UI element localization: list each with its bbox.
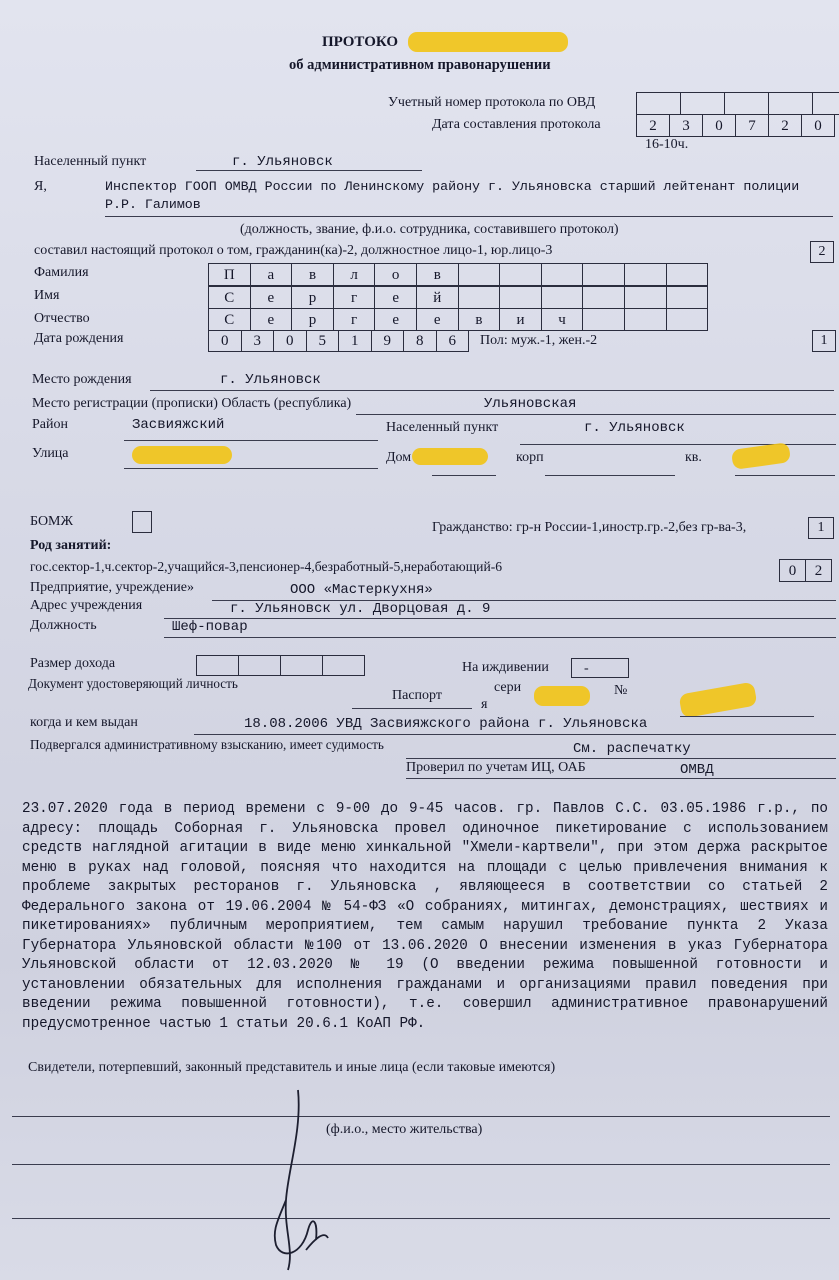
- birthplace-value: г. Ульяновск: [220, 372, 321, 388]
- date-digit-cell: 3: [670, 115, 703, 137]
- record-label: Подвергался административному взысканию, имеет судимость: [30, 737, 384, 752]
- locality-value: г. Ульяновск: [232, 154, 333, 170]
- income-cells: [196, 655, 365, 676]
- income-label: Размер дохода: [30, 656, 116, 671]
- registration-place-label: Место регистрации (прописки) Область (республика): [32, 396, 352, 411]
- sex-code-box: [812, 330, 836, 352]
- protocol-title: ПРОТОКО: [322, 34, 399, 50]
- author-label: Я,: [34, 179, 47, 194]
- protocol-date-label: Дата составления протокола: [432, 117, 601, 132]
- redaction-mark: [132, 446, 232, 464]
- dependents-label: На иждивении: [462, 660, 549, 675]
- series-label: сери: [494, 680, 522, 695]
- series-label-2: я: [481, 697, 488, 712]
- registration-number-label: Учетный номер протокола по ОВД: [388, 95, 596, 110]
- surname-letter-cell: П: [209, 264, 251, 286]
- name-letter-cell: [667, 287, 709, 309]
- position-value: Шеф-повар: [172, 619, 248, 635]
- region-value: Ульяновская: [484, 396, 577, 412]
- surname-letter-cell: [625, 264, 667, 286]
- redaction-mark: [731, 442, 791, 470]
- drafted-text: составил настоящий протокол о том, гражданин(ка)-2, должностное лицо-1, юр.лицо-3: [34, 243, 553, 258]
- district-label: Район: [32, 417, 68, 432]
- patronymic-cells: [208, 308, 708, 331]
- patronymic-label: Отчество: [34, 311, 90, 326]
- birthdate-label: Дата рождения: [34, 331, 124, 346]
- patronymic-letter-cell: [583, 309, 625, 331]
- patronymic-letter-cell: е: [417, 309, 459, 331]
- name-letter-cell: [500, 287, 542, 309]
- date-digit-cell: 2: [637, 115, 670, 137]
- offense-description: 23.07.2020 года в период времени с 9-00 до 9-45 часов. гр. Павлов С.С. 03.05.1986 г.р., по адресу: площадь Соборная г. Ульяновска провел одиночное пикетирование с использованием средств наглядной агитации в виде меню хинкальной "Хмели-картвели", при этом держа раскрытое меню в руках над головой, поясняя что находится на площади с целью привлечения внимания к проблеме закрытых ресторанов г. Ульяновска , являющееся в соответствии со статьей 2 Федерального закона от 19.06.2004 № 54-ФЗ «О собраниях, митингах, демонстрациях, шествиях и пикетированиях» публичным мероприятием, тем самым нарушил требование пункта 2 Указа Губернатора Ульяновской области №100 от 13.06.2020 О внесении изменения в указ Губернатора Ульяновской области от 12.03.2020 № 19 (О введении режима повышенной готовности и установлении обязательных для исполнения гражданами и организациями правил поведения при введении режима повышенной готовности), т.е. совершил административное правонарушений предусмотренное частью 1 статьи 20.6.1 КоАП РФ.: [22, 801, 828, 1032]
- birthplace-label: Место рождения: [32, 372, 132, 387]
- sex-label: Пол: муж.-1, жен.-2: [480, 333, 598, 348]
- name-letter-cell: е: [251, 287, 293, 309]
- citizenship-code-box: [808, 517, 834, 539]
- name-letter-cell: [542, 287, 584, 309]
- birthdate-digit-cell: 6: [437, 331, 470, 352]
- drafted-code-box: [810, 241, 834, 263]
- protocol-subtitle: об административном правонарушении: [289, 57, 551, 73]
- name-letter-cell: р: [292, 287, 334, 309]
- checked-value: ОМВД: [680, 762, 714, 778]
- employer-label: Предприятие, учреждение»: [30, 580, 194, 595]
- surname-label: Фамилия: [34, 265, 89, 280]
- homeless-checkbox[interactable]: [132, 511, 152, 533]
- surname-cells: [208, 263, 708, 286]
- occupation-label: Род занятий:: [30, 538, 112, 553]
- flat-label: кв.: [685, 450, 702, 465]
- issued-value: 18.08.2006 УВД Засвияжского района г. Ульяновска: [244, 716, 648, 732]
- registration-number-cells: [636, 92, 839, 115]
- surname-letter-cell: о: [375, 264, 417, 286]
- patronymic-letter-cell: и: [500, 309, 542, 331]
- patronymic-letter-cell: С: [209, 309, 251, 331]
- name-label: Имя: [34, 288, 60, 303]
- citizenship-label: Гражданство: гр-н России-1,иностр.гр.-2,без гр-ва-3,: [432, 520, 747, 535]
- name-letter-cell: й: [417, 287, 459, 309]
- city-label: Населенный пункт: [386, 420, 499, 435]
- author-line-2: Р.Р. Галимов: [105, 197, 201, 212]
- date-digit-cell: 0: [802, 115, 835, 137]
- name-letter-cell: е: [375, 287, 417, 309]
- surname-letter-cell: в: [417, 264, 459, 286]
- signature-scribble: [258, 1080, 338, 1280]
- name-letter-cell: [459, 287, 501, 309]
- number-sign: №: [614, 683, 628, 698]
- citizenship-code: 1: [817, 520, 825, 535]
- date-digit-cell: 0: [703, 115, 736, 137]
- patronymic-letter-cell: е: [251, 309, 293, 331]
- identity-label: Документ удостоверяющий личность: [28, 676, 238, 691]
- record-value: См. распечатку: [573, 741, 691, 757]
- patronymic-letter-cell: [625, 309, 667, 331]
- sex-code: 1: [820, 333, 828, 348]
- author-caption: (должность, звание, ф.и.о. сотрудника, составившего протокол): [240, 222, 619, 237]
- patronymic-letter-cell: р: [292, 309, 334, 331]
- city-value: г. Ульяновск: [584, 420, 685, 436]
- name-letter-cell: С: [209, 287, 251, 309]
- occupation-options: гос.сектор-1,ч.сектор-2,учащийся-3,пенсионер-4,безработный-5,неработающий-6: [30, 559, 503, 574]
- patronymic-letter-cell: г: [334, 309, 376, 331]
- redaction-mark: [408, 32, 568, 52]
- locality-label: Населенный пункт: [34, 154, 147, 169]
- name-letter-cell: г: [334, 287, 376, 309]
- redaction-mark: [534, 686, 590, 706]
- patronymic-letter-cell: ч: [542, 309, 584, 331]
- surname-letter-cell: л: [334, 264, 376, 286]
- occupation-code-cells: [779, 559, 832, 582]
- birthdate-digit-cell: 5: [307, 331, 340, 352]
- birthdate-digit-cell: 8: [404, 331, 437, 352]
- author-line-1: Инспектор ГООП ОМВД России по Ленинскому району г. Ульяновска старший лейтенант полиции: [105, 179, 800, 194]
- district-value: Засвияжский: [132, 417, 225, 433]
- name-cells: [208, 286, 708, 309]
- dependents-value: -: [584, 661, 589, 676]
- name-letter-cell: [625, 287, 667, 309]
- drafted-code: 2: [818, 244, 826, 259]
- doc-type: Паспорт: [392, 688, 442, 703]
- protocol-time: 16-10ч.: [645, 137, 689, 152]
- birthdate-digit-cell: 1: [339, 331, 372, 352]
- issued-label: когда и кем выдан: [30, 715, 138, 730]
- birthdate-digit-cell: 0: [274, 331, 307, 352]
- dependents-box: [571, 658, 629, 678]
- name-letter-cell: [583, 287, 625, 309]
- birthdate-digit-cell: 0: [209, 331, 242, 352]
- surname-letter-cell: [667, 264, 709, 286]
- patronymic-letter-cell: в: [459, 309, 501, 331]
- patronymic-letter-cell: [667, 309, 709, 331]
- date-digit-cell: 7: [736, 115, 769, 137]
- surname-letter-cell: [542, 264, 584, 286]
- surname-letter-cell: [583, 264, 625, 286]
- witnesses-label: Свидетели, потерпевший, законный представитель и иные лица (если таковые имеются): [28, 1060, 556, 1075]
- street-label: Улица: [32, 446, 69, 461]
- house-label: Дом: [386, 450, 412, 465]
- birthdate-digit-cell: 3: [242, 331, 275, 352]
- surname-letter-cell: в: [292, 264, 334, 286]
- witnesses-caption: (ф.и.о., место жительства): [326, 1122, 483, 1137]
- date-digit-cell: 2: [769, 115, 802, 137]
- occupation-code-cell: 2: [806, 560, 832, 582]
- employer-address-label: Адрес учреждения: [30, 598, 143, 613]
- surname-letter-cell: а: [251, 264, 293, 286]
- redaction-mark: [412, 448, 488, 465]
- employer-value: ООО «Мастеркухня»: [290, 582, 433, 598]
- checked-label: Проверил по учетам ИЦ, ОАБ: [406, 760, 586, 775]
- redaction-mark: [678, 682, 757, 719]
- homeless-label: БОМЖ: [30, 514, 74, 529]
- position-label: Должность: [30, 618, 97, 633]
- surname-letter-cell: [500, 264, 542, 286]
- surname-letter-cell: [459, 264, 501, 286]
- occupation-code-cell: 0: [780, 560, 806, 582]
- birthdate-cells: [208, 330, 469, 352]
- block-label: корп: [516, 450, 544, 465]
- birthdate-digit-cell: 9: [372, 331, 405, 352]
- protocol-date-cells: [636, 114, 835, 137]
- employer-address: г. Ульяновск ул. Дворцовая д. 9: [230, 601, 491, 617]
- patronymic-letter-cell: е: [375, 309, 417, 331]
